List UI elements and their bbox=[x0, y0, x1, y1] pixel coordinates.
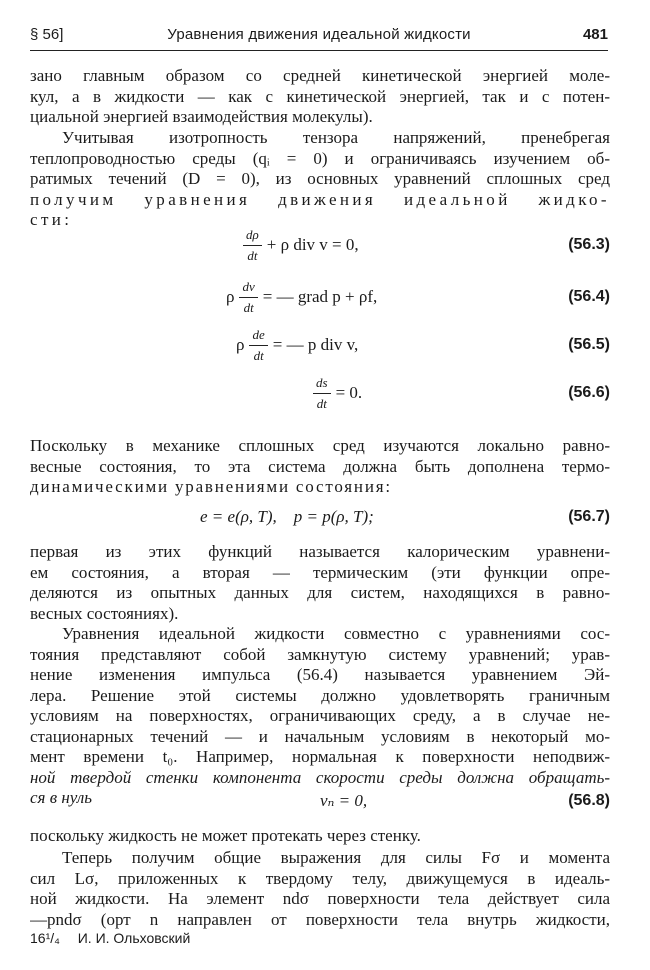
paragraph-1 bbox=[30, 66, 610, 128]
equation-prefix: ρ bbox=[226, 287, 235, 306]
equation-56-6 bbox=[30, 370, 610, 416]
text-line: ной жидкости. На элемент ndσ поверхности тела действует сила bbox=[30, 889, 610, 908]
numerator: ds bbox=[313, 375, 331, 394]
text-line: зано главным образом со средней кинетической энергией моле- bbox=[30, 66, 610, 85]
equation-56-4 bbox=[30, 274, 610, 320]
equation-rhs: = — grad p + ρf, bbox=[262, 287, 378, 306]
printer-signature: 16¹/₄ bbox=[30, 930, 60, 946]
equation-56-5 bbox=[30, 322, 610, 368]
text-line: Уравнения идеальной жидкости совместно с уравнениями сос- bbox=[62, 624, 610, 643]
text-line: Теперь получим общие выражения для силы Fσ и момента bbox=[62, 848, 610, 867]
text-line: получим уравнения движения идеальной жидко- bbox=[30, 189, 610, 209]
text-line: мент времени t₀. Например, нормальная к поверхности неподвиж- bbox=[30, 747, 610, 766]
running-header bbox=[30, 26, 608, 50]
text-line: —pndσ (орт n направлен от поверхности тела внутрь жидкости, bbox=[30, 909, 610, 929]
equation-rhs: = 0. bbox=[335, 383, 363, 402]
paragraph-7 bbox=[30, 848, 610, 930]
denominator: dt bbox=[253, 347, 264, 363]
equation-prefix: ρ bbox=[236, 335, 245, 354]
text-line: ной твердой стенки компонента скорости среды должна обращать- bbox=[30, 767, 610, 787]
text-line: кул, а в жидкости — как с кинетической энергией, так и с потен- bbox=[30, 86, 610, 106]
fraction bbox=[243, 227, 262, 264]
denominator: dt bbox=[243, 299, 254, 315]
section-marker: § 56] bbox=[30, 26, 64, 43]
text-line: Учитывая изотропность тензора напряжений, пренебрегая bbox=[62, 128, 610, 147]
fraction bbox=[249, 327, 267, 364]
text-line: тояния представляют собой замкнутую систему уравнений; урав- bbox=[30, 644, 610, 664]
text-line: поскольку жидкость не может протекать через стенку. bbox=[30, 826, 421, 845]
equation-56-3 bbox=[30, 222, 610, 268]
page-number: 481 bbox=[582, 26, 608, 43]
paragraph-2 bbox=[30, 128, 610, 231]
paragraph-3 bbox=[30, 436, 610, 498]
equation-body: vₙ = 0, bbox=[320, 791, 368, 810]
text-line: весных состояниях). bbox=[30, 603, 179, 623]
equation-56-8 bbox=[30, 778, 610, 824]
equation-number: (56.7) bbox=[568, 508, 610, 525]
numerator: dρ bbox=[243, 227, 262, 246]
text-line: ем состояния, а вторая — термическим (эти функции опре- bbox=[30, 562, 610, 582]
header-rule bbox=[30, 50, 608, 51]
paragraph-4 bbox=[30, 542, 610, 624]
equation-number: (56.8) bbox=[568, 792, 610, 809]
text-line: теплопроводностью среды (qᵢ = 0) и ограничиваясь изучением об- bbox=[30, 148, 610, 168]
fraction bbox=[239, 279, 257, 316]
text-line: нение изменения импульса (56.4) называется уравнением Эй- bbox=[30, 665, 610, 684]
text-line: деляются из опытных данных для систем, находящихся в равно- bbox=[30, 583, 610, 602]
text-line: сил Lσ, приложенных к твердому телу, движущемуся в идеаль- bbox=[30, 868, 610, 888]
equation-number: (56.4) bbox=[568, 288, 610, 305]
text-line: стационарных течений — и начальным условиям в некоторый мо- bbox=[30, 726, 610, 746]
denominator: dt bbox=[247, 247, 258, 263]
text-line: лера. Решение этой системы должно удовлетворять граничным bbox=[30, 685, 610, 705]
numerator: de bbox=[249, 327, 267, 346]
paragraph-6 bbox=[30, 826, 610, 847]
equation-rhs: = — p div v, bbox=[272, 335, 359, 354]
text-line: весные состояния, то эта система должна быть дополнена термо- bbox=[30, 456, 610, 476]
page-footer bbox=[30, 930, 204, 946]
equation-body: e = e(ρ, T), p = p(ρ, T); bbox=[200, 507, 374, 526]
numerator: dv bbox=[239, 279, 257, 298]
text-line: Поскольку в механике сплошных сред изучаются локально равно- bbox=[30, 436, 610, 455]
text-line: сти: bbox=[30, 210, 73, 229]
text-line: ся в нуль bbox=[30, 788, 92, 807]
equation-number: (56.3) bbox=[568, 236, 610, 253]
text-line: циальной энергией взаимодействия молекулы). bbox=[30, 107, 373, 126]
text-line: первая из этих функций называется калорическим уравнени- bbox=[30, 542, 610, 561]
text-line: ратимых течений (D = 0), из основных уравнений сплошных сред bbox=[30, 169, 610, 188]
fraction bbox=[313, 375, 331, 412]
equation-number: (56.6) bbox=[568, 384, 610, 401]
running-title: Уравнения движения идеальной жидкости bbox=[167, 26, 471, 43]
text-line: динамическими уравнениями состояния: bbox=[30, 477, 392, 496]
author-name: И. И. Ольховский bbox=[77, 930, 191, 946]
text-line: условиям на поверхностях, ограничивающих среду, а в случае не- bbox=[30, 706, 610, 725]
equation-number: (56.5) bbox=[568, 336, 610, 353]
equation-56-7 bbox=[30, 494, 610, 540]
equation-rhs: + ρ div v = 0, bbox=[266, 235, 359, 254]
denominator: dt bbox=[316, 395, 327, 411]
